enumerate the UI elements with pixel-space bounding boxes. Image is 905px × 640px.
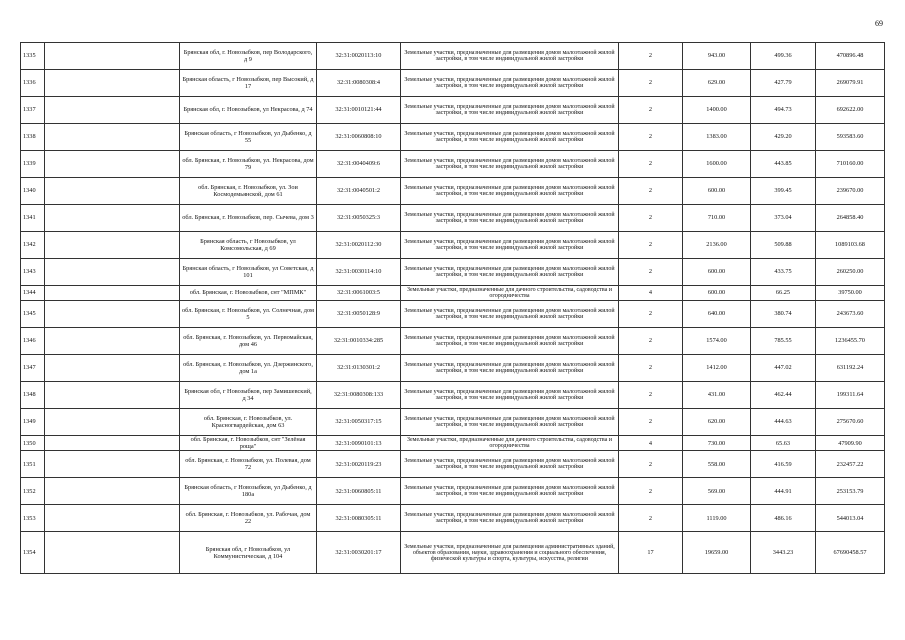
cadastral-number-cell: 32:31:0040501:2 <box>317 178 401 205</box>
area-cell: 629.00 <box>683 70 751 97</box>
cadastral-value-cell: 269079.91 <box>816 70 885 97</box>
row-number-cell: 1339 <box>21 151 45 178</box>
address-cell: обл. Брянская, г. Новозыбков, ул. Зои Космодемьянской, дом 61 <box>180 178 317 205</box>
address-cell: обл. Брянская, г. Новозыбков, пер. Сычева, дом 3 <box>180 205 317 232</box>
group-code-cell: 2 <box>619 409 683 436</box>
specific-value-cell: 373.04 <box>751 205 816 232</box>
table-row <box>21 70 885 97</box>
specific-value-cell: 443.85 <box>751 151 816 178</box>
blank-cell <box>45 328 180 355</box>
row-number-cell: 1344 <box>21 286 45 301</box>
table-row <box>21 355 885 382</box>
area-cell: 1412.00 <box>683 355 751 382</box>
group-code-cell: 2 <box>619 505 683 532</box>
blank-cell <box>45 259 180 286</box>
specific-value-cell: 785.55 <box>751 328 816 355</box>
blank-cell <box>45 232 180 259</box>
specific-value-cell: 444.63 <box>751 409 816 436</box>
address-cell: обл. Брянская, г. Новозыбков, снт "Зелёная роща" <box>180 436 317 451</box>
cadastral-value-cell: 264858.40 <box>816 205 885 232</box>
blank-cell <box>45 505 180 532</box>
cadastral-value-cell: 544013.04 <box>816 505 885 532</box>
cadastral-number-cell: 32:31:0020119:23 <box>317 451 401 478</box>
row-number-cell: 1352 <box>21 478 45 505</box>
group-code-cell: 2 <box>619 382 683 409</box>
specific-value-cell: 462.44 <box>751 382 816 409</box>
row-number-cell: 1354 <box>21 532 45 574</box>
group-code-cell: 2 <box>619 151 683 178</box>
land-use-description-cell: Земельные участки, предназначенные для размещения домов малоэтажной жилой застройки, в том числе индивидуальной жилой застройки <box>401 478 619 505</box>
cadastral-value-cell: 692622.00 <box>816 97 885 124</box>
row-number-cell: 1340 <box>21 178 45 205</box>
cadastral-number-cell: 32:31:0010121:44 <box>317 97 401 124</box>
cadastral-value-cell: 47909.90 <box>816 436 885 451</box>
row-number-cell: 1351 <box>21 451 45 478</box>
blank-cell <box>45 43 180 70</box>
group-code-cell: 2 <box>619 205 683 232</box>
land-use-description-cell: Земельные участки, предназначенные для размещения домов малоэтажной жилой застройки, в том числе индивидуальной жилой застройки <box>401 259 619 286</box>
cadastral-number-cell: 32:31:0060808:10 <box>317 124 401 151</box>
row-number-cell: 1338 <box>21 124 45 151</box>
area-cell: 600.00 <box>683 178 751 205</box>
cadastral-value-cell: 710160.00 <box>816 151 885 178</box>
table-row <box>21 286 885 301</box>
area-cell: 558.00 <box>683 451 751 478</box>
blank-cell <box>45 532 180 574</box>
row-number-cell: 1350 <box>21 436 45 451</box>
blank-cell <box>45 409 180 436</box>
cadastral-value-cell: 199311.64 <box>816 382 885 409</box>
area-cell: 600.00 <box>683 286 751 301</box>
blank-cell <box>45 97 180 124</box>
land-use-description-cell: Земельные участки, предназначенные для размещения домов малоэтажной жилой застройки, в том числе индивидуальной жилой застройки <box>401 70 619 97</box>
table-row <box>21 409 885 436</box>
land-use-description-cell: Земельные участки, предназначенные для размещения домов малоэтажной жилой застройки, в том числе индивидуальной жилой застройки <box>401 301 619 328</box>
address-cell: Брянская область, г Новозыбков, ул Дыбенко, д 55 <box>180 124 317 151</box>
cadastral-number-cell: 32:31:0020112:30 <box>317 232 401 259</box>
area-cell: 600.00 <box>683 259 751 286</box>
cadastral-value-cell: 243673.60 <box>816 301 885 328</box>
area-cell: 1400.00 <box>683 97 751 124</box>
row-number-cell: 1336 <box>21 70 45 97</box>
row-number-cell: 1341 <box>21 205 45 232</box>
blank-cell <box>45 382 180 409</box>
land-use-description-cell: Земельные участки, предназначенные для размещения домов малоэтажной жилой застройки, в том числе индивидуальной жилой застройки <box>401 43 619 70</box>
table-row <box>21 97 885 124</box>
address-cell: обл. Брянская, г. Новозыбков, ул. Полевая, дом 72 <box>180 451 317 478</box>
address-cell: обл. Брянская, г. Новозыбков, ул. Некрасова, дом 79 <box>180 151 317 178</box>
land-use-description-cell: Земельные участки, предназначенные для размещения домов малоэтажной жилой застройки, в том числе индивидуальной жилой застройки <box>401 178 619 205</box>
group-code-cell: 2 <box>619 478 683 505</box>
address-cell: Брянская область, г Новозыбков, ул Советская, д 101 <box>180 259 317 286</box>
table-row <box>21 505 885 532</box>
row-number-cell: 1349 <box>21 409 45 436</box>
blank-cell <box>45 124 180 151</box>
cadastral-value-cell: 232457.22 <box>816 451 885 478</box>
area-cell: 1574.00 <box>683 328 751 355</box>
land-use-description-cell: Земельные участки, предназначенные для размещения домов малоэтажной жилой застройки, в том числе индивидуальной жилой застройки <box>401 505 619 532</box>
cadastral-value-cell: 470896.48 <box>816 43 885 70</box>
blank-cell <box>45 151 180 178</box>
specific-value-cell: 494.73 <box>751 97 816 124</box>
group-code-cell: 2 <box>619 259 683 286</box>
address-cell: обл. Брянская, г. Новозыбков, ул. Дзержинского, дом 1а <box>180 355 317 382</box>
row-number-cell: 1346 <box>21 328 45 355</box>
cadastral-value-cell: 1236455.70 <box>816 328 885 355</box>
cadastral-number-cell: 32:31:0061003:5 <box>317 286 401 301</box>
group-code-cell: 2 <box>619 124 683 151</box>
group-code-cell: 2 <box>619 178 683 205</box>
group-code-cell: 2 <box>619 232 683 259</box>
cadastral-number-cell: 32:31:0080305:11 <box>317 505 401 532</box>
group-code-cell: 2 <box>619 43 683 70</box>
table-row <box>21 532 885 574</box>
cadastral-value-cell: 253153.79 <box>816 478 885 505</box>
table-row <box>21 382 885 409</box>
cadastral-number-cell: 32:31:0090101:13 <box>317 436 401 451</box>
area-cell: 710.00 <box>683 205 751 232</box>
land-use-description-cell: Земельные участки, предназначенные для дачного строительства, садоводства и огородничества <box>401 436 619 451</box>
area-cell: 1600.00 <box>683 151 751 178</box>
group-code-cell: 4 <box>619 436 683 451</box>
page-number: 69 <box>875 19 883 28</box>
address-cell: Брянская область, г Новозыбков, пер Высокий, д 17 <box>180 70 317 97</box>
cadastral-number-cell: 32:31:0060805:11 <box>317 478 401 505</box>
row-number-cell: 1345 <box>21 301 45 328</box>
area-cell: 1119.00 <box>683 505 751 532</box>
table-row <box>21 43 885 70</box>
specific-value-cell: 447.02 <box>751 355 816 382</box>
table-row <box>21 232 885 259</box>
table-row <box>21 451 885 478</box>
area-cell: 943.00 <box>683 43 751 70</box>
blank-cell <box>45 478 180 505</box>
specific-value-cell: 399.45 <box>751 178 816 205</box>
address-cell: обл. Брянская, г. Новозыбков, снт "МПМК" <box>180 286 317 301</box>
table-row <box>21 205 885 232</box>
table-row <box>21 151 885 178</box>
group-code-cell: 2 <box>619 355 683 382</box>
specific-value-cell: 433.75 <box>751 259 816 286</box>
cadastral-value-cell: 631192.24 <box>816 355 885 382</box>
specific-value-cell: 509.88 <box>751 232 816 259</box>
table-row <box>21 178 885 205</box>
address-cell: Брянская обл, г. Новозыбков, ул Некрасова, д 74 <box>180 97 317 124</box>
land-use-description-cell: Земельные участки, предназначенные для размещения домов малоэтажной жилой застройки, в том числе индивидуальной жилой застройки <box>401 355 619 382</box>
cadastral-value-cell: 260250.00 <box>816 259 885 286</box>
land-use-description-cell: Земельные участки, предназначенные для размещения домов малоэтажной жилой застройки, в том числе индивидуальной жилой застройки <box>401 124 619 151</box>
specific-value-cell: 3443.23 <box>751 532 816 574</box>
blank-cell <box>45 205 180 232</box>
table-row <box>21 301 885 328</box>
group-code-cell: 4 <box>619 286 683 301</box>
address-cell: Брянская обл, г Новозыбков, ул Коммунистическая, д 104 <box>180 532 317 574</box>
address-cell: Брянская область, г Новозыбков, ул Комсомольская, д 69 <box>180 232 317 259</box>
row-number-cell: 1353 <box>21 505 45 532</box>
address-cell: обл. Брянская, г. Новозыбков, ул. Солнечная, дом 5 <box>180 301 317 328</box>
land-use-description-cell: Земельные участки, предназначенные для размещения административных зданий, объектов образования, науки, здравоохранения и социального обеспечения, физической культуры и спорта, культуры, искусства, религии <box>401 532 619 574</box>
cadastral-number-cell: 32:31:0080308:4 <box>317 70 401 97</box>
row-number-cell: 1343 <box>21 259 45 286</box>
cadastral-number-cell: 32:31:0020113:10 <box>317 43 401 70</box>
table-row <box>21 436 885 451</box>
table-row <box>21 328 885 355</box>
specific-value-cell: 429.20 <box>751 124 816 151</box>
land-use-description-cell: Земельные участки, предназначенные для размещения домов малоэтажной жилой застройки, в том числе индивидуальной жилой застройки <box>401 409 619 436</box>
table-row <box>21 124 885 151</box>
land-registry-table <box>20 42 885 574</box>
cadastral-number-cell: 32:31:0030201:17 <box>317 532 401 574</box>
group-code-cell: 17 <box>619 532 683 574</box>
cadastral-number-cell: 32:31:0010334:285 <box>317 328 401 355</box>
blank-cell <box>45 286 180 301</box>
group-code-cell: 2 <box>619 301 683 328</box>
table-row <box>21 259 885 286</box>
specific-value-cell: 66.25 <box>751 286 816 301</box>
specific-value-cell: 499.36 <box>751 43 816 70</box>
land-use-description-cell: Земельные участки, предназначенные для дачного строительства, садоводства и огородничества <box>401 286 619 301</box>
address-cell: Брянская обл, г Новозыбков, пер Замишевский, д 34 <box>180 382 317 409</box>
land-use-description-cell: Земельные участки, предназначенные для размещения домов малоэтажной жилой застройки, в том числе индивидуальной жилой застройки <box>401 232 619 259</box>
area-cell: 640.00 <box>683 301 751 328</box>
row-number-cell: 1347 <box>21 355 45 382</box>
cadastral-number-cell: 32:31:0080308:133 <box>317 382 401 409</box>
row-number-cell: 1348 <box>21 382 45 409</box>
row-number-cell: 1337 <box>21 97 45 124</box>
cadastral-number-cell: 32:31:0040409:6 <box>317 151 401 178</box>
address-cell: обл. Брянская, г. Новозыбков, ул. Первомайская, дом 46 <box>180 328 317 355</box>
area-cell: 569.00 <box>683 478 751 505</box>
address-cell: обл. Брянская, г. Новозыбков, ул. Рабочая, дом 22 <box>180 505 317 532</box>
land-use-description-cell: Земельные участки, предназначенные для размещения домов малоэтажной жилой застройки, в том числе индивидуальной жилой застройки <box>401 451 619 478</box>
cadastral-number-cell: 32:31:0050325:3 <box>317 205 401 232</box>
area-cell: 2136.00 <box>683 232 751 259</box>
specific-value-cell: 380.74 <box>751 301 816 328</box>
land-use-description-cell: Земельные участки, предназначенные для размещения домов малоэтажной жилой застройки, в том числе индивидуальной жилой застройки <box>401 151 619 178</box>
specific-value-cell: 427.79 <box>751 70 816 97</box>
cadastral-number-cell: 32:31:0050317:15 <box>317 409 401 436</box>
cadastral-value-cell: 67690458.57 <box>816 532 885 574</box>
specific-value-cell: 416.59 <box>751 451 816 478</box>
land-use-description-cell: Земельные участки, предназначенные для размещения домов малоэтажной жилой застройки, в том числе индивидуальной жилой застройки <box>401 205 619 232</box>
group-code-cell: 2 <box>619 97 683 124</box>
cadastral-value-cell: 275670.60 <box>816 409 885 436</box>
area-cell: 19659.00 <box>683 532 751 574</box>
blank-cell <box>45 451 180 478</box>
table-row <box>21 478 885 505</box>
cadastral-value-cell: 593583.60 <box>816 124 885 151</box>
cadastral-number-cell: 32:31:0030114:10 <box>317 259 401 286</box>
address-cell: Брянская область, г Новозыбков, ул Дыбенко, д 180а <box>180 478 317 505</box>
blank-cell <box>45 178 180 205</box>
row-number-cell: 1342 <box>21 232 45 259</box>
cadastral-value-cell: 239670.00 <box>816 178 885 205</box>
area-cell: 1383.00 <box>683 124 751 151</box>
cadastral-value-cell: 1089103.68 <box>816 232 885 259</box>
group-code-cell: 2 <box>619 451 683 478</box>
specific-value-cell: 444.91 <box>751 478 816 505</box>
land-use-description-cell: Земельные участки, предназначенные для размещения домов малоэтажной жилой застройки, в том числе индивидуальной жилой застройки <box>401 382 619 409</box>
cadastral-number-cell: 32:31:0130301:2 <box>317 355 401 382</box>
land-use-description-cell: Земельные участки, предназначенные для размещения домов малоэтажной жилой застройки, в том числе индивидуальной жилой застройки <box>401 328 619 355</box>
specific-value-cell: 65.63 <box>751 436 816 451</box>
group-code-cell: 2 <box>619 328 683 355</box>
specific-value-cell: 486.16 <box>751 505 816 532</box>
blank-cell <box>45 70 180 97</box>
land-use-description-cell: Земельные участки, предназначенные для размещения домов малоэтажной жилой застройки, в том числе индивидуальной жилой застройки <box>401 97 619 124</box>
blank-cell <box>45 436 180 451</box>
row-number-cell: 1335 <box>21 43 45 70</box>
group-code-cell: 2 <box>619 70 683 97</box>
area-cell: 431.00 <box>683 382 751 409</box>
area-cell: 620.00 <box>683 409 751 436</box>
cadastral-value-cell: 39750.00 <box>816 286 885 301</box>
blank-cell <box>45 355 180 382</box>
area-cell: 730.00 <box>683 436 751 451</box>
blank-cell <box>45 301 180 328</box>
cadastral-number-cell: 32:31:0050128:9 <box>317 301 401 328</box>
address-cell: обл. Брянская, г. Новозыбков, ул. Красногвардейская, дом 63 <box>180 409 317 436</box>
address-cell: Брянская обл, г. Новозыбков, пер Володарского, д 9 <box>180 43 317 70</box>
